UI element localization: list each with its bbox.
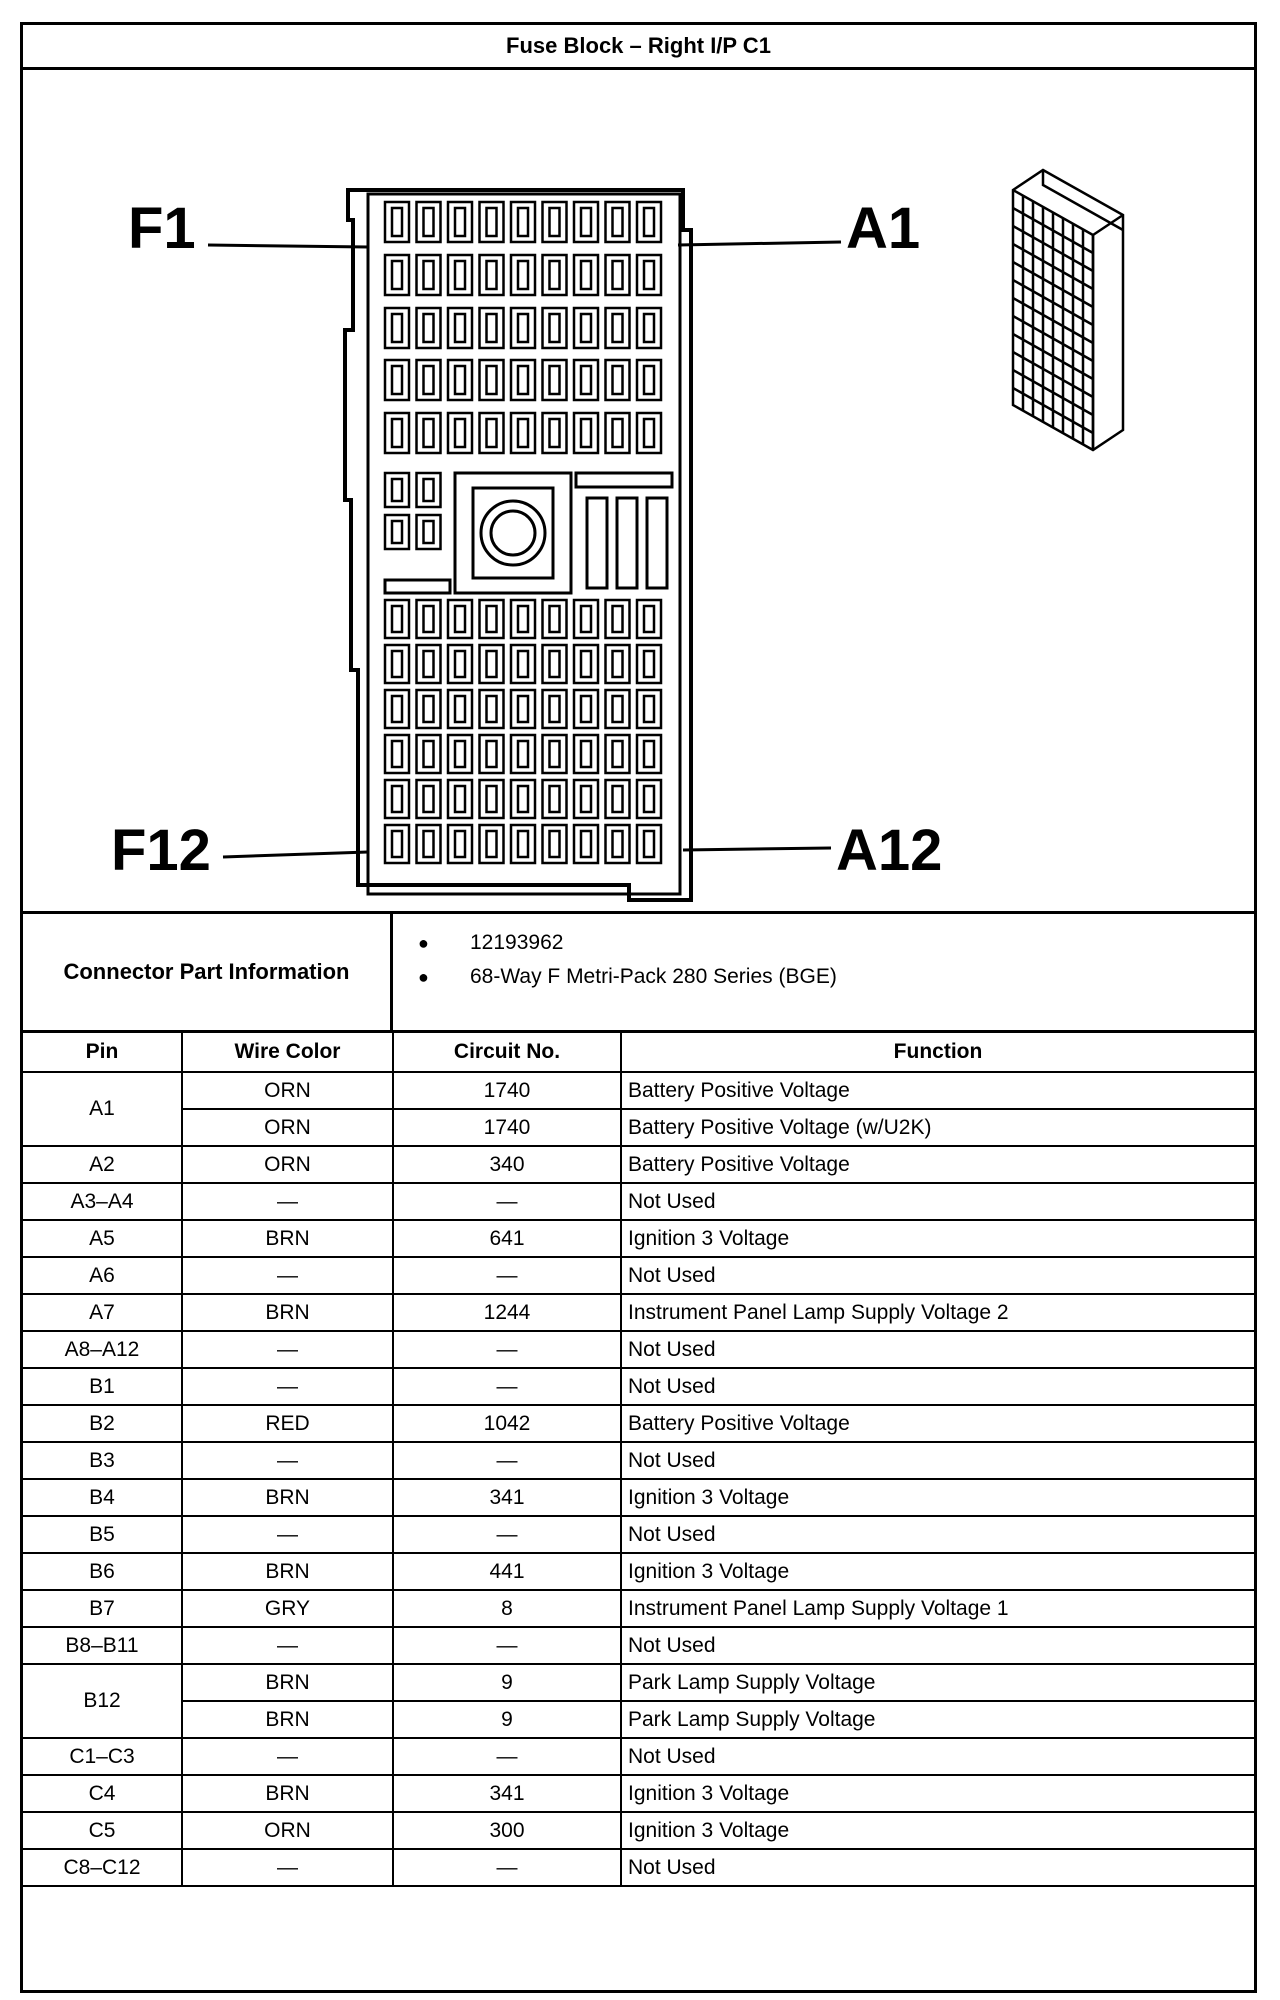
circuit-cell: 641 — [393, 1220, 621, 1257]
wire-color-cell: ORN — [182, 1072, 393, 1109]
circuit-cell: — — [393, 1516, 621, 1553]
circuit-cell: 9 — [393, 1701, 621, 1738]
pin-cell: C4 — [23, 1775, 182, 1812]
terminal-latch — [455, 419, 465, 447]
terminal-latch — [424, 606, 434, 632]
connector-info-label: Connector Part Information — [23, 914, 393, 1030]
pin-cell: B1 — [23, 1368, 182, 1405]
terminal-latch — [392, 479, 402, 501]
terminal-latch — [581, 314, 591, 342]
connector-diagram — [23, 70, 1254, 914]
terminal-latch — [392, 651, 402, 677]
table-row — [23, 1701, 1254, 1738]
terminal-latch — [581, 786, 591, 812]
callout-top-left: F1 — [128, 196, 196, 261]
terminal-latch — [424, 651, 434, 677]
terminal-latch — [424, 366, 434, 394]
terminal-latch — [455, 208, 465, 236]
pin-cell: B12 — [23, 1664, 182, 1738]
pinout-table-body — [23, 1072, 1254, 1886]
circuit-cell: 441 — [393, 1553, 621, 1590]
table-row — [23, 1479, 1254, 1516]
part-number: 12193962 — [470, 931, 564, 954]
table-row — [23, 1627, 1254, 1664]
pin-cell: B4 — [23, 1479, 182, 1516]
circuit-cell: — — [393, 1257, 621, 1294]
terminal-latch — [644, 696, 654, 722]
header-pin: Pin — [23, 1033, 182, 1072]
list-item — [418, 960, 837, 994]
wire-color-cell: — — [182, 1331, 393, 1368]
connector-isometric-view — [1013, 170, 1123, 450]
terminal-latch — [644, 606, 654, 632]
terminal-latch — [487, 606, 497, 632]
terminal-latch — [550, 419, 560, 447]
terminal-latch — [455, 786, 465, 812]
terminal-latch — [550, 261, 560, 289]
terminal-latch — [424, 741, 434, 767]
function-cell: Ignition 3 Voltage — [621, 1775, 1254, 1812]
connector-part-information — [23, 914, 1254, 1033]
bullet-icon: ● — [418, 966, 429, 987]
function-cell: Ignition 3 Voltage — [621, 1479, 1254, 1516]
function-cell: Battery Positive Voltage — [621, 1405, 1254, 1442]
wire-color-cell: BRN — [182, 1220, 393, 1257]
terminal-latch — [392, 786, 402, 812]
terminal-latch — [392, 606, 402, 632]
terminal-latch — [581, 741, 591, 767]
pin-cell: B3 — [23, 1442, 182, 1479]
terminal-latch — [455, 314, 465, 342]
pin-cell: B8–B11 — [23, 1627, 182, 1664]
terminal-latch — [518, 741, 528, 767]
terminal-latch — [518, 419, 528, 447]
terminal-latch — [424, 696, 434, 722]
terminal-latch — [455, 696, 465, 722]
terminal-latch — [518, 208, 528, 236]
circuit-cell: 341 — [393, 1479, 621, 1516]
circuit-cell: 1740 — [393, 1109, 621, 1146]
terminal-latch — [581, 696, 591, 722]
terminal-latch — [424, 521, 434, 543]
connector-face-drawing — [23, 70, 1254, 911]
table-row — [23, 1812, 1254, 1849]
wire-color-cell: — — [182, 1257, 393, 1294]
terminal-latch — [392, 696, 402, 722]
terminal-latch — [581, 606, 591, 632]
terminal-latch — [644, 831, 654, 857]
function-cell: Park Lamp Supply Voltage — [621, 1664, 1254, 1701]
terminal-latch — [518, 261, 528, 289]
terminal-latch — [644, 366, 654, 394]
terminal-latch — [644, 651, 654, 677]
pin-cell: A5 — [23, 1220, 182, 1257]
terminal-latch — [550, 314, 560, 342]
terminal-latch — [581, 261, 591, 289]
terminal-latch — [518, 696, 528, 722]
terminal-latch — [644, 741, 654, 767]
circuit-cell: 341 — [393, 1775, 621, 1812]
terminal-latch — [455, 606, 465, 632]
terminal-latch — [455, 741, 465, 767]
circuit-cell: — — [393, 1849, 621, 1886]
header-circuit-no: Circuit No. — [393, 1033, 621, 1072]
terminal-latch — [487, 261, 497, 289]
terminal-latch — [550, 696, 560, 722]
terminal-latch — [644, 786, 654, 812]
connector-info-list — [418, 926, 837, 994]
terminal-latch — [392, 314, 402, 342]
terminal-latch — [644, 419, 654, 447]
table-row — [23, 1294, 1254, 1331]
table-row — [23, 1442, 1254, 1479]
pin-cell: B7 — [23, 1590, 182, 1627]
function-cell: Not Used — [621, 1516, 1254, 1553]
terminal-latch — [644, 208, 654, 236]
wire-color-cell: — — [182, 1738, 393, 1775]
table-row — [23, 1849, 1254, 1886]
terminal-latch — [487, 741, 497, 767]
header-function: Function — [621, 1033, 1254, 1072]
pin-cell: B5 — [23, 1516, 182, 1553]
terminal-latch — [392, 208, 402, 236]
function-cell: Not Used — [621, 1257, 1254, 1294]
terminal-latch — [550, 831, 560, 857]
terminal-latch — [613, 831, 623, 857]
terminal-latch — [581, 208, 591, 236]
wire-color-cell: BRN — [182, 1775, 393, 1812]
pin-cell: A6 — [23, 1257, 182, 1294]
terminal-latch — [644, 261, 654, 289]
terminal-latch — [550, 786, 560, 812]
pin-cell: B2 — [23, 1405, 182, 1442]
wire-color-cell: ORN — [182, 1109, 393, 1146]
pin-cell: A8–A12 — [23, 1331, 182, 1368]
terminal-latch — [518, 366, 528, 394]
terminal-latch — [392, 366, 402, 394]
circuit-cell: — — [393, 1738, 621, 1775]
pin-cell: A2 — [23, 1146, 182, 1183]
circuit-cell: 1244 — [393, 1294, 621, 1331]
wire-color-cell: RED — [182, 1405, 393, 1442]
pin-cell: C1–C3 — [23, 1738, 182, 1775]
function-cell: Battery Positive Voltage (w/U2K) — [621, 1109, 1254, 1146]
table-row — [23, 1775, 1254, 1812]
wire-color-cell: — — [182, 1368, 393, 1405]
terminal-latch — [550, 651, 560, 677]
terminal-latch — [613, 741, 623, 767]
terminal-latch — [550, 606, 560, 632]
terminal-latch — [487, 419, 497, 447]
circuit-cell: — — [393, 1442, 621, 1479]
terminal-latch — [487, 208, 497, 236]
terminal-latch — [424, 831, 434, 857]
terminal-latch — [613, 696, 623, 722]
table-row — [23, 1590, 1254, 1627]
wire-color-cell: BRN — [182, 1294, 393, 1331]
circuit-cell: 8 — [393, 1590, 621, 1627]
table-row — [23, 1220, 1254, 1257]
terminal-latch — [424, 261, 434, 289]
header-wire-color: Wire Color — [182, 1033, 393, 1072]
terminal-latch — [581, 651, 591, 677]
pin-cell: A7 — [23, 1294, 182, 1331]
terminal-latch — [424, 314, 434, 342]
terminal-latch — [613, 314, 623, 342]
terminal-latch — [613, 208, 623, 236]
circuit-cell: — — [393, 1368, 621, 1405]
terminal-latch — [581, 831, 591, 857]
function-cell: Not Used — [621, 1738, 1254, 1775]
function-cell: Not Used — [621, 1183, 1254, 1220]
table-row — [23, 1257, 1254, 1294]
page-title: Fuse Block – Right I/P C1 — [23, 25, 1254, 70]
function-cell: Not Used — [621, 1368, 1254, 1405]
terminal-latch — [613, 366, 623, 394]
connector-sheet — [20, 22, 1257, 1993]
pin-cell: C5 — [23, 1812, 182, 1849]
function-cell: Instrument Panel Lamp Supply Voltage 2 — [621, 1294, 1254, 1331]
callout-top-right: A1 — [846, 196, 921, 261]
table-row — [23, 1664, 1254, 1701]
wire-color-cell: — — [182, 1442, 393, 1479]
wire-color-cell: GRY — [182, 1590, 393, 1627]
circuit-cell: 1042 — [393, 1405, 621, 1442]
pinout-table — [23, 1033, 1254, 1887]
table-row — [23, 1331, 1254, 1368]
function-cell: Not Used — [621, 1627, 1254, 1664]
terminal-latch — [487, 831, 497, 857]
function-cell: Battery Positive Voltage — [621, 1146, 1254, 1183]
bullet-icon: ● — [418, 932, 429, 953]
circuit-cell: — — [393, 1331, 621, 1368]
function-cell: Battery Positive Voltage — [621, 1072, 1254, 1109]
table-row — [23, 1405, 1254, 1442]
terminal-latch — [392, 419, 402, 447]
wire-color-cell: ORN — [182, 1146, 393, 1183]
table-row — [23, 1109, 1254, 1146]
wire-color-cell: — — [182, 1849, 393, 1886]
function-cell: Instrument Panel Lamp Supply Voltage 1 — [621, 1590, 1254, 1627]
table-row — [23, 1553, 1254, 1590]
function-cell: Not Used — [621, 1849, 1254, 1886]
terminal-latch — [550, 366, 560, 394]
terminal-latch — [613, 419, 623, 447]
terminal-latch — [392, 261, 402, 289]
terminal-latch — [455, 651, 465, 677]
table-header-row — [23, 1033, 1254, 1072]
terminal-latch — [550, 741, 560, 767]
terminal-latch — [455, 366, 465, 394]
terminal-latch — [455, 261, 465, 289]
terminal-latch — [613, 651, 623, 677]
circuit-cell: — — [393, 1183, 621, 1220]
terminal-latch — [487, 651, 497, 677]
terminal-latch — [487, 786, 497, 812]
terminal-latch — [455, 831, 465, 857]
wire-color-cell: — — [182, 1627, 393, 1664]
terminal-latch — [487, 366, 497, 394]
circuit-cell: 300 — [393, 1812, 621, 1849]
pin-cell: A1 — [23, 1072, 182, 1146]
circuit-cell: 1740 — [393, 1072, 621, 1109]
terminal-latch — [424, 479, 434, 501]
terminal-latch — [518, 606, 528, 632]
table-row — [23, 1738, 1254, 1775]
terminal-latch — [392, 521, 402, 543]
table-row — [23, 1183, 1254, 1220]
terminal-latch — [424, 419, 434, 447]
terminal-latch — [613, 786, 623, 812]
terminal-latch — [424, 208, 434, 236]
terminal-latch — [424, 786, 434, 812]
terminal-latch — [518, 786, 528, 812]
terminal-latch — [518, 651, 528, 677]
terminal-latch — [392, 831, 402, 857]
terminal-latch — [487, 696, 497, 722]
wire-color-cell: BRN — [182, 1664, 393, 1701]
wire-color-cell: — — [182, 1516, 393, 1553]
terminal-latch — [581, 419, 591, 447]
connector-type: 68-Way F Metri-Pack 280 Series (BGE) — [470, 965, 837, 988]
terminal-latch — [518, 831, 528, 857]
terminal-latch — [487, 314, 497, 342]
wire-color-cell: — — [182, 1183, 393, 1220]
pin-cell: A3–A4 — [23, 1183, 182, 1220]
circuit-cell: 340 — [393, 1146, 621, 1183]
terminal-latch — [518, 314, 528, 342]
function-cell: Ignition 3 Voltage — [621, 1220, 1254, 1257]
wire-color-cell: ORN — [182, 1812, 393, 1849]
table-row — [23, 1368, 1254, 1405]
wire-color-cell: BRN — [182, 1479, 393, 1516]
table-row — [23, 1146, 1254, 1183]
terminal-latch — [392, 741, 402, 767]
list-item — [418, 926, 837, 960]
function-cell: Ignition 3 Voltage — [621, 1553, 1254, 1590]
function-cell: Not Used — [621, 1442, 1254, 1479]
function-cell: Not Used — [621, 1331, 1254, 1368]
circuit-cell: 9 — [393, 1664, 621, 1701]
terminal-latch — [644, 314, 654, 342]
pin-cell: C8–C12 — [23, 1849, 182, 1886]
wire-color-cell: BRN — [182, 1553, 393, 1590]
terminal-latch — [550, 208, 560, 236]
terminal-latch — [581, 366, 591, 394]
pin-cell: B6 — [23, 1553, 182, 1590]
table-row — [23, 1072, 1254, 1109]
callout-bottom-right: A12 — [836, 818, 943, 883]
function-cell: Ignition 3 Voltage — [621, 1812, 1254, 1849]
callout-bottom-left: F12 — [111, 818, 211, 883]
wire-color-cell: BRN — [182, 1701, 393, 1738]
table-row — [23, 1516, 1254, 1553]
terminal-latch — [613, 606, 623, 632]
function-cell: Park Lamp Supply Voltage — [621, 1701, 1254, 1738]
circuit-cell: — — [393, 1627, 621, 1664]
terminal-latch — [613, 261, 623, 289]
